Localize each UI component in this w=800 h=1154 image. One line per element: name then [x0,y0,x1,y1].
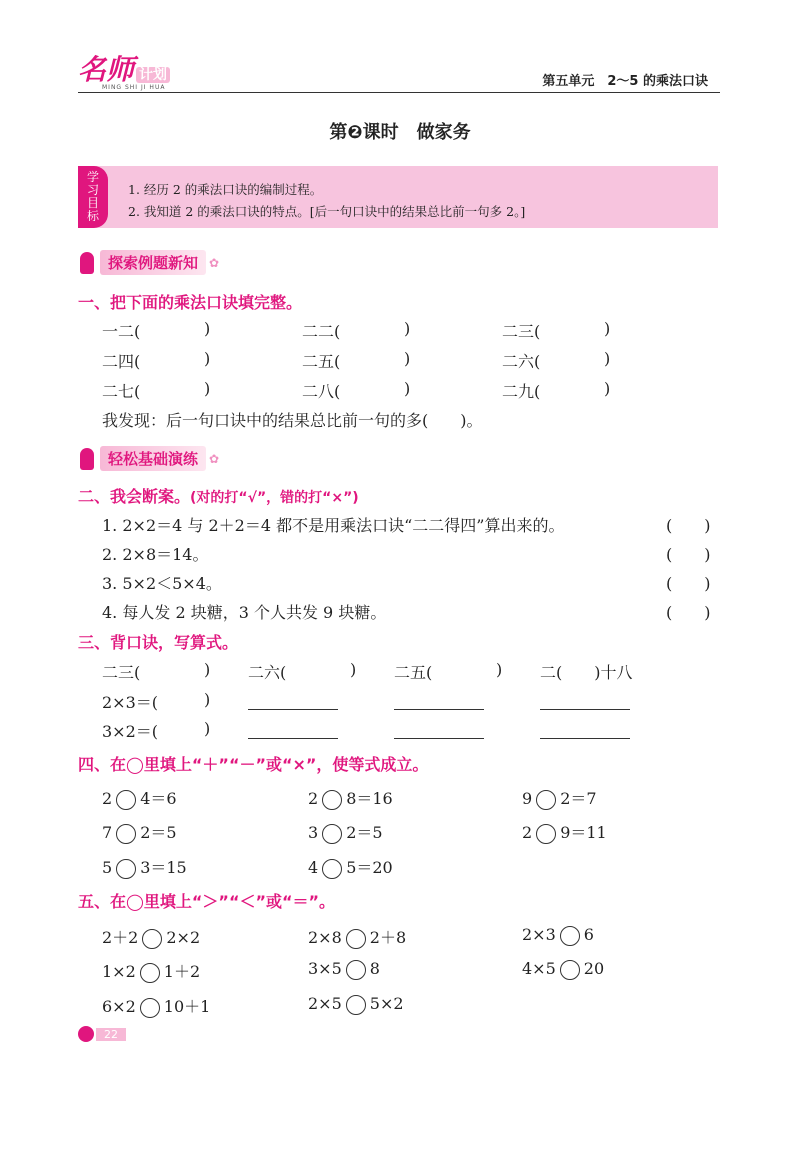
q5-item: 2＋2 2×2 [102,928,201,947]
answer-circle[interactable] [116,824,136,844]
q1-discovery: 我发现：后一句口诀中的结果总比前一句的多( )。 [102,411,483,430]
mascot-icon [78,1026,94,1042]
q2-title: 二、我会断案。(对的打“√”，错的打“×”) [78,487,359,506]
goal-line-2: 2. 我知道 2 的乘法口诀的特点。[后一句口诀中的结果总比前一句多 2。] [128,204,526,219]
answer-line[interactable] [394,737,484,739]
unit-header: 第五单元 2～5 的乘法口诀 [542,74,708,89]
q3-item: 二( )十八 [540,663,633,682]
q4-item: 9 2＝7 [522,789,597,808]
q4-item: 7 2＝5 [102,823,177,842]
answer-circle[interactable] [116,859,136,879]
section-explore: 探索例题新知 ✿ [80,250,219,275]
answer-line[interactable] [248,708,338,710]
q3-item: 二六( [248,663,287,682]
logo: 名师 计划 [78,48,170,88]
section-practice: 轻松基础演练 ✿ [80,446,219,471]
q2-answer-4[interactable]: ( ) [666,603,711,622]
answer-circle[interactable] [142,929,162,949]
q2-answer-1[interactable]: ( ) [666,516,711,535]
goals-tag: 学 习 目 标 [78,166,108,228]
q3-equation: 3×2＝( [102,722,159,741]
answer-line[interactable] [394,708,484,710]
answer-circle[interactable] [322,859,342,879]
answer-circle[interactable] [536,824,556,844]
q5-item: 1×2 1＋2 [102,962,201,981]
q3-item: 二五( [394,663,433,682]
q5-item: 3×5 8 [308,959,380,978]
q1-item: 二八( [302,382,341,401]
page-number: 22 [96,1028,126,1041]
answer-circle[interactable] [346,995,366,1015]
girl-icon [80,448,94,470]
header-divider [78,92,720,93]
q5-item: 4×5 20 [522,959,605,978]
q5-item: 6×2 10＋1 [102,997,211,1016]
answer-line[interactable] [248,737,338,739]
flower-icon: ✿ [209,451,220,466]
answer-circle[interactable] [346,929,366,949]
goal-line-1: 1. 经历 2 的乘法口诀的编制过程。 [128,182,323,197]
logo-subtitle: MING SHI JI HUA [102,84,166,91]
flower-icon: ✿ [209,255,220,270]
q1-item: 二五( [302,352,341,371]
answer-circle[interactable] [346,960,366,980]
q1-title: 一、把下面的乘法口诀填完整。 [78,293,303,312]
q5-item: 2×5 5×2 [308,994,404,1013]
q2-item-4: 4. 每人发 2 块糖，3 个人共发 9 块糖。 [102,603,387,622]
q3-title: 三、背口诀，写算式。 [78,633,239,652]
q4-item: 3 2＝5 [308,823,383,842]
q2-item-2: 2. 2×8＝14。 [102,545,209,564]
q2-item-1: 1. 2×2＝4 与 2＋2＝4 都不是用乘法口诀“二二得四”算出来的。 [102,516,565,535]
q4-item: 2 8＝16 [308,789,393,808]
q1-item: 二三( [502,322,541,341]
answer-circle[interactable] [116,790,136,810]
answer-circle[interactable] [140,998,160,1018]
q4-item: 5 3＝15 [102,858,187,877]
q3-equation: 2×3＝( [102,693,159,712]
q4-item: 2 4＝6 [102,789,177,808]
lesson-title: 第❷课时 做家务 [329,122,471,143]
answer-line[interactable] [540,737,630,739]
q1-item: 二九( [502,382,541,401]
answer-circle[interactable] [560,960,580,980]
q1-item: 二七( [102,382,141,401]
q4-item: 4 5＝20 [308,858,393,877]
q5-item: 2×8 2＋8 [308,928,407,947]
answer-circle[interactable] [322,790,342,810]
q1-item: 二二( [302,322,341,341]
answer-circle[interactable] [322,824,342,844]
q1-item: 一二( [102,322,141,341]
answer-circle[interactable] [560,926,580,946]
q5-item: 2×3 6 [522,925,594,944]
q5-title: 五、在◯里填上“＞”“＜”或“＝”。 [78,892,336,911]
q4-item: 2 9＝11 [522,823,607,842]
girl-icon [80,252,94,274]
answer-circle[interactable] [140,963,160,983]
q1-item: 二六( [502,352,541,371]
q3-item: 二三( [102,663,141,682]
q4-title: 四、在◯里填上“＋”“－”或“×”，使等式成立。 [78,755,429,774]
q2-answer-3[interactable]: ( ) [666,574,711,593]
q2-answer-2[interactable]: ( ) [666,545,711,564]
answer-circle[interactable] [536,790,556,810]
q1-item: 二四( [102,352,141,371]
q2-item-3: 3. 5×2＜5×4。 [102,574,222,593]
answer-line[interactable] [540,708,630,710]
